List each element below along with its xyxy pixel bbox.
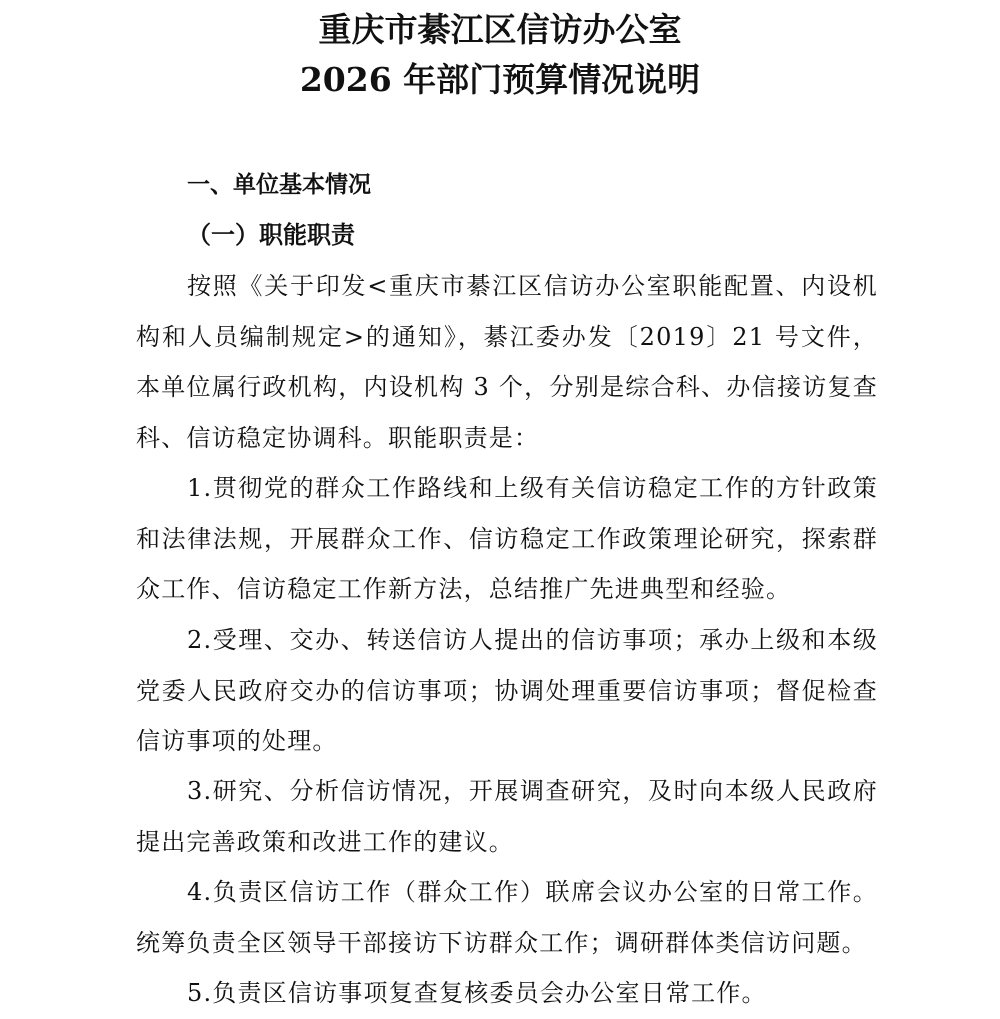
document-title-line-1: 重庆市綦江区信访办公室	[318, 10, 682, 49]
paragraph-duty-4: 4.负责区信访工作（群众工作）联席会议办公室的日常工作。统筹负责全区领导干部接访下访群众工作；调研群体类信访问题。	[136, 878, 878, 957]
section-heading-basic-info: 一、单位基本情况	[187, 172, 371, 198]
paragraph-duty-3: 3.研究、分析信访情况，开展调查研究，及时向本级人民政府提出完善政策和改进工作的建议。	[136, 777, 878, 856]
document-title-line-2: 2026 年部门预算情况说明	[299, 60, 701, 99]
paragraph-intro: 按照《关于印发<重庆市綦江区信访办公室职能配置、内设机构和人员编制规定>的通知》，綦江委办发〔2019〕21 号文件，本单位属行政机构，内设机构 3 个，分别是综合科、办信接访复查科、信访稳定协调科。职能职责是：	[136, 272, 878, 452]
paragraph-duty-2: 2.受理、交办、转送信访人提出的信访事项；承办上级和本级党委人民政府交办的信访事项；协调处理重要信访事项；督促检查信访事项的处理。	[136, 626, 878, 755]
paragraph-duty-1: 1.贯彻党的群众工作路线和上级有关信访稳定工作的方针政策和法律法规，开展群众工作、信访稳定工作政策理论研究，探索群众工作、信访稳定工作新方法，总结推广先进典型和经验。	[136, 474, 878, 603]
subsection-heading-duties: （一）职能职责	[187, 220, 355, 249]
paragraph-duty-5: 5.负责区信访事项复查复核委员会办公室日常工作。	[187, 979, 767, 1007]
